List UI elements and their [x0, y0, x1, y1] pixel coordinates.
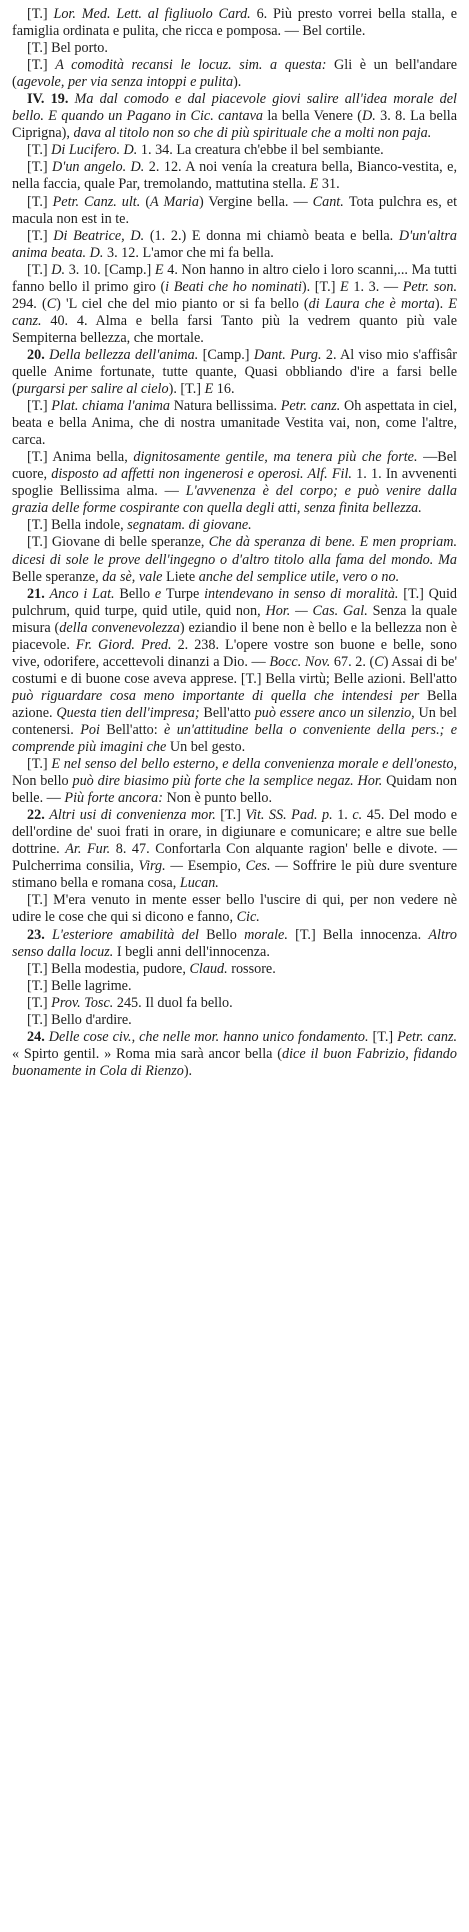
text: [T.] Bello d'ardire.	[27, 1011, 132, 1028]
text: ). [T.]	[168, 381, 205, 398]
text: [T.] Bella innocenza.	[295, 926, 429, 943]
text: 67. 2. (	[333, 653, 375, 670]
text: Soffrire le più dure sventure stimano bella e romana cosa,	[12, 858, 457, 892]
italic-text: D'un'altra anima beata. D.	[12, 227, 457, 261]
text: Gli è un bell'andare (	[12, 57, 458, 91]
text: « Spirto gentil. » Roma mia sarà ancor bella (	[12, 1045, 282, 1062]
text: 3. 8. La bella Ciprigna),	[12, 108, 457, 142]
text: [T.]	[372, 1028, 398, 1045]
paragraph	[12, 91, 457, 142]
text: 8. 47. Confortarla Con alquante ragion' belle e divote. — Pulcherrima consilia,	[12, 841, 458, 875]
text: [T.] Bella modestia, pudore,	[27, 960, 190, 977]
text: ).	[434, 295, 449, 312]
italic-text: Plat. chiama l'anima	[51, 398, 174, 415]
text: [T.]	[27, 756, 52, 773]
italic-text: Poi	[80, 721, 107, 738]
text: Bell'atto	[203, 704, 255, 721]
text: ) Assai di be' costumi e di buone cose aveva apprese. [T.] Bella virtù; Belle azioni. Bell'atto	[12, 653, 457, 687]
italic-text: E	[154, 261, 168, 278]
text: [T.]	[27, 227, 54, 244]
text: 2. 12. A noi venía la creatura bella, Bianco-vestita, e, nella faccia, quale Par, tremolando, mattutina stella.	[12, 159, 457, 193]
section-number: 21.	[27, 585, 50, 602]
text: Quidam non belle. —	[12, 773, 457, 807]
italic-text: agevole, per via senza intoppi e pulita	[16, 74, 234, 91]
text: Bella azione.	[12, 687, 457, 721]
italic-text: Ma dal comodo e dal piacevole giovi salire all'idea morale del bello. E quando un Pagano in Cic. cantava	[12, 91, 457, 125]
text: Bello	[119, 585, 155, 602]
paragraph	[12, 57, 457, 91]
text: Senza la quale misura (	[12, 602, 457, 636]
text: [T.] Bel porto.	[27, 40, 108, 57]
text: rossore.	[231, 960, 276, 977]
italic-text: Bocc. Nov.	[269, 653, 334, 670]
italic-text: può dire biasimo più forte che la semplice negaz. Hor.	[72, 773, 387, 790]
section-number: 23.	[27, 926, 52, 943]
text: [T.]	[27, 159, 53, 176]
italic-text: Cic.	[236, 909, 260, 926]
text: [T.]	[27, 6, 54, 22]
paragraph	[12, 262, 457, 347]
italic-text: Ar. Fur.	[65, 841, 116, 858]
italic-text: Di Lucifero. D.	[51, 142, 141, 159]
italic-text: E	[204, 381, 217, 398]
italic-text: di Laura che è morta	[308, 295, 435, 312]
text: [T.] M'era venuto in mente esser bello l'uscire di qui, per non vedere nè udire le cose che qui si dicono e fanno,	[12, 892, 457, 926]
text: [T.]	[27, 261, 52, 278]
paragraph	[12, 892, 457, 926]
text: Un bel contenersi.	[12, 704, 457, 738]
text: 3. 10. [Camp.]	[68, 261, 155, 278]
italic-text: Lucan.	[179, 875, 219, 892]
italic-text: A comodità recansi le locuz. sim. a questa:	[55, 57, 335, 74]
italic-text: Anco i Lat.	[49, 585, 120, 602]
text: [T.] Giovane di belle speranze,	[27, 534, 209, 551]
text: [T.] Anima bella,	[27, 449, 134, 466]
text: 45. Del modo e dell'ordine de' suoi frati in orare, in digiunare e comunicare; e altre sue belle dottrine.	[12, 807, 458, 858]
text: 2. Al viso mio s'affisâr quelle Anime fortunate, tutte quante, Quasi obbliando d'ire a farsi belle (	[12, 346, 457, 398]
text: 40. 4. Alma e bella farsi Tanto più la vedrem quanto più vale Sempiterna bellezza, che mortale.	[12, 312, 457, 346]
text: [T.] Belle lagrime.	[27, 977, 132, 994]
italic-text: E nel senso del bello esterno, e della convenienza morale e dell'onesto,	[51, 756, 458, 773]
italic-text: C	[374, 653, 384, 670]
text: Esempio,	[187, 858, 246, 875]
italic-text: Della bellezza dell'anima.	[49, 346, 203, 363]
text: ). [T.]	[301, 278, 341, 295]
italic-text: Ces. —	[245, 858, 293, 875]
italic-text: c.	[352, 807, 367, 824]
paragraph	[12, 142, 457, 159]
italic-text: morale.	[244, 926, 296, 943]
italic-text: E canz.	[12, 295, 457, 329]
paragraph	[12, 449, 457, 517]
text: Non bello	[12, 773, 73, 790]
italic-text: Claud.	[189, 960, 232, 977]
italic-text: A Maria	[150, 193, 199, 210]
italic-text: E	[309, 176, 322, 193]
text: 1. 1. In avvenenti spoglie Bellissima alma. —	[12, 466, 457, 500]
italic-text: Altro senso dalla locuz.	[12, 926, 457, 960]
italic-text: C	[46, 295, 57, 312]
paragraph	[12, 756, 457, 807]
italic-text: Questa tien dell'impresa;	[56, 704, 204, 721]
text: Tota pulchra es, et macula non est in te.	[12, 193, 458, 227]
text: 31.	[321, 176, 340, 193]
section-number: 22.	[27, 807, 50, 824]
section-number: IV. 19.	[27, 91, 75, 108]
text: Bell'atto:	[106, 721, 165, 738]
paragraph	[12, 1012, 457, 1029]
paragraph	[12, 517, 457, 534]
text: ).	[233, 74, 242, 91]
paragraph	[12, 807, 457, 892]
paragraph	[12, 978, 457, 995]
italic-text: Prov. Tosc.	[51, 994, 117, 1011]
italic-text: D.	[362, 108, 381, 125]
paragraph	[12, 159, 457, 193]
text: [T.] Bella indole,	[27, 517, 128, 534]
italic-text: dignitosamente gentile, ma tenera più che forte.	[133, 449, 424, 466]
text: 1.	[337, 807, 353, 824]
italic-text: Cant.	[312, 193, 349, 210]
text: 1. 34. La creatura ch'ebbe il bel sembiante.	[140, 142, 384, 159]
text: I begli anni dell'innocenza.	[116, 943, 270, 960]
paragraph	[12, 347, 457, 398]
text: Belle speranze,	[12, 568, 103, 585]
text: 6. Più presto vorrei bella stalla, e famiglia ordinata e pulita, che ricca e pomposa. — Bel cortile.	[12, 6, 457, 40]
italic-text: Petr. canz.	[280, 398, 344, 415]
section-number: 20.	[27, 346, 50, 363]
italic-text: Che dà speranza di bene. E men propriam. dicesi di sole le prove dell'ingegno o d'altro titolo alla fama del mondo. Ma	[12, 534, 457, 568]
italic-text: dice il buon Fabrizio, fidando buonamente in Cola di Rienzo	[12, 1045, 457, 1079]
section-number: 24.	[27, 1028, 49, 1045]
italic-text: Dant. Purg.	[253, 346, 326, 363]
paragraph	[12, 228, 457, 262]
italic-text: è un'attitudine bella o conveniente della pers.; e comprende più imagini che	[12, 721, 457, 756]
italic-text: Più forte ancora:	[64, 790, 167, 807]
text: [T.]	[27, 193, 53, 210]
text: (	[145, 193, 151, 210]
text: [T.] Quid pulchrum, quid turpe, quid utile, quid non,	[12, 585, 457, 619]
text: [T.]	[27, 57, 56, 74]
paragraph	[12, 586, 457, 756]
text: Oh aspettata in ciel, beata e bella Anima, che di nostra umanitade Vestita vai, non, come l'altre, carca.	[12, 398, 458, 449]
text: Un bel gesto.	[169, 739, 246, 756]
text: Turpe	[165, 585, 205, 602]
paragraph	[12, 995, 457, 1012]
text: [T.]	[27, 398, 52, 415]
text: 294. (	[12, 295, 47, 312]
italic-text: i Beati che ho nominati	[165, 278, 302, 295]
italic-text: disposto ad affetti non ingenerosi e operosi. Alf. Fil.	[51, 466, 357, 483]
italic-text: Virg. —	[138, 858, 188, 875]
italic-text: della convenevolezza	[59, 619, 180, 636]
italic-text: E	[340, 278, 354, 295]
text: 4. Non hanno in altro cielo i loro scanni,... Ma tutti fanno bello il primo giro (	[12, 261, 458, 295]
italic-text: segnatam. di giovane.	[127, 517, 252, 534]
text: la bella Venere (	[267, 108, 363, 125]
italic-text: D.	[51, 261, 69, 278]
paragraph	[12, 6, 457, 40]
text: —Bel cuore,	[12, 449, 457, 483]
text: 3. 12. L'amor che mi fa bella.	[106, 244, 274, 261]
text: ) Vergine bella. —	[198, 193, 313, 210]
italic-text: e	[154, 585, 166, 602]
italic-text: intendevano in senso di moralità.	[204, 585, 404, 602]
italic-text: Petr. canz.	[397, 1028, 458, 1045]
italic-text: L'avvenenza è del corpo; e può venire dalla grazia delle forme cospirante con quella degli atti, senza finita bellezza.	[12, 483, 457, 517]
text: 1. 3. —	[353, 278, 403, 295]
italic-text: Vit. SS. Pad. p.	[245, 807, 338, 824]
italic-text: D'un angelo. D.	[52, 159, 149, 176]
paragraph	[12, 398, 457, 449]
entry-body	[12, 6, 457, 1080]
text: 2. 238. L'opere vostre son buone e belle, sono vive, odorifere, accettevoli dinanzi a Dio. —	[12, 636, 458, 670]
italic-text: dava al titolo non so che di più spirituale che a molti non paja.	[73, 125, 432, 142]
italic-text: Delle cose civ., che nelle mor. hanno unico fondamento.	[48, 1028, 373, 1045]
text: Natura bellissima.	[173, 398, 281, 415]
text: [Camp.]	[202, 346, 254, 363]
paragraph	[12, 961, 457, 978]
text: ) 'L ciel che del mio pianto or si fa bello (	[56, 295, 309, 312]
text: ) eziandio il bene non è bello e la bellezza non è piacevole.	[12, 619, 458, 653]
text: Liete	[166, 568, 199, 585]
italic-text: Fr. Giord. Pred.	[75, 636, 178, 653]
text: [T.]	[220, 807, 246, 824]
italic-text: Petr. Canz. ult.	[52, 193, 146, 210]
italic-text: Petr. son.	[402, 278, 457, 295]
text: (1. 2.) E donna mi chiamò beata e bella.	[149, 227, 399, 244]
italic-text: può essere anco un silenzio,	[254, 704, 419, 721]
italic-text: Hor. — Cas. Gal.	[265, 602, 373, 619]
text: [T.]	[27, 142, 52, 159]
italic-text: Di Beatrice, D.	[53, 227, 150, 244]
text: 245. Il duol fa bello.	[116, 994, 233, 1011]
paragraph	[12, 1029, 457, 1080]
text: Non è punto bello.	[166, 790, 273, 807]
italic-text: Altri usi di convenienza mor.	[49, 807, 221, 824]
paragraph	[12, 927, 457, 961]
paragraph	[12, 40, 457, 57]
italic-text: può riguardare cosa meno importante di quella che intendesi per	[12, 687, 428, 704]
paragraph	[12, 194, 457, 228]
italic-text: da sè, vale	[102, 568, 167, 585]
paragraph	[12, 534, 457, 585]
italic-text: purgarsi per salire al cielo	[16, 381, 169, 398]
italic-text: Lor. Med. Lett. al figliuolo Card.	[53, 6, 257, 22]
text: [T.]	[27, 994, 52, 1011]
text: 16.	[216, 381, 235, 398]
italic-text: anche del semplice utile, vero o no.	[198, 568, 400, 585]
text: ).	[183, 1062, 193, 1079]
text: Bello	[206, 926, 245, 943]
italic-text: L'esteriore amabilità del	[51, 926, 207, 943]
